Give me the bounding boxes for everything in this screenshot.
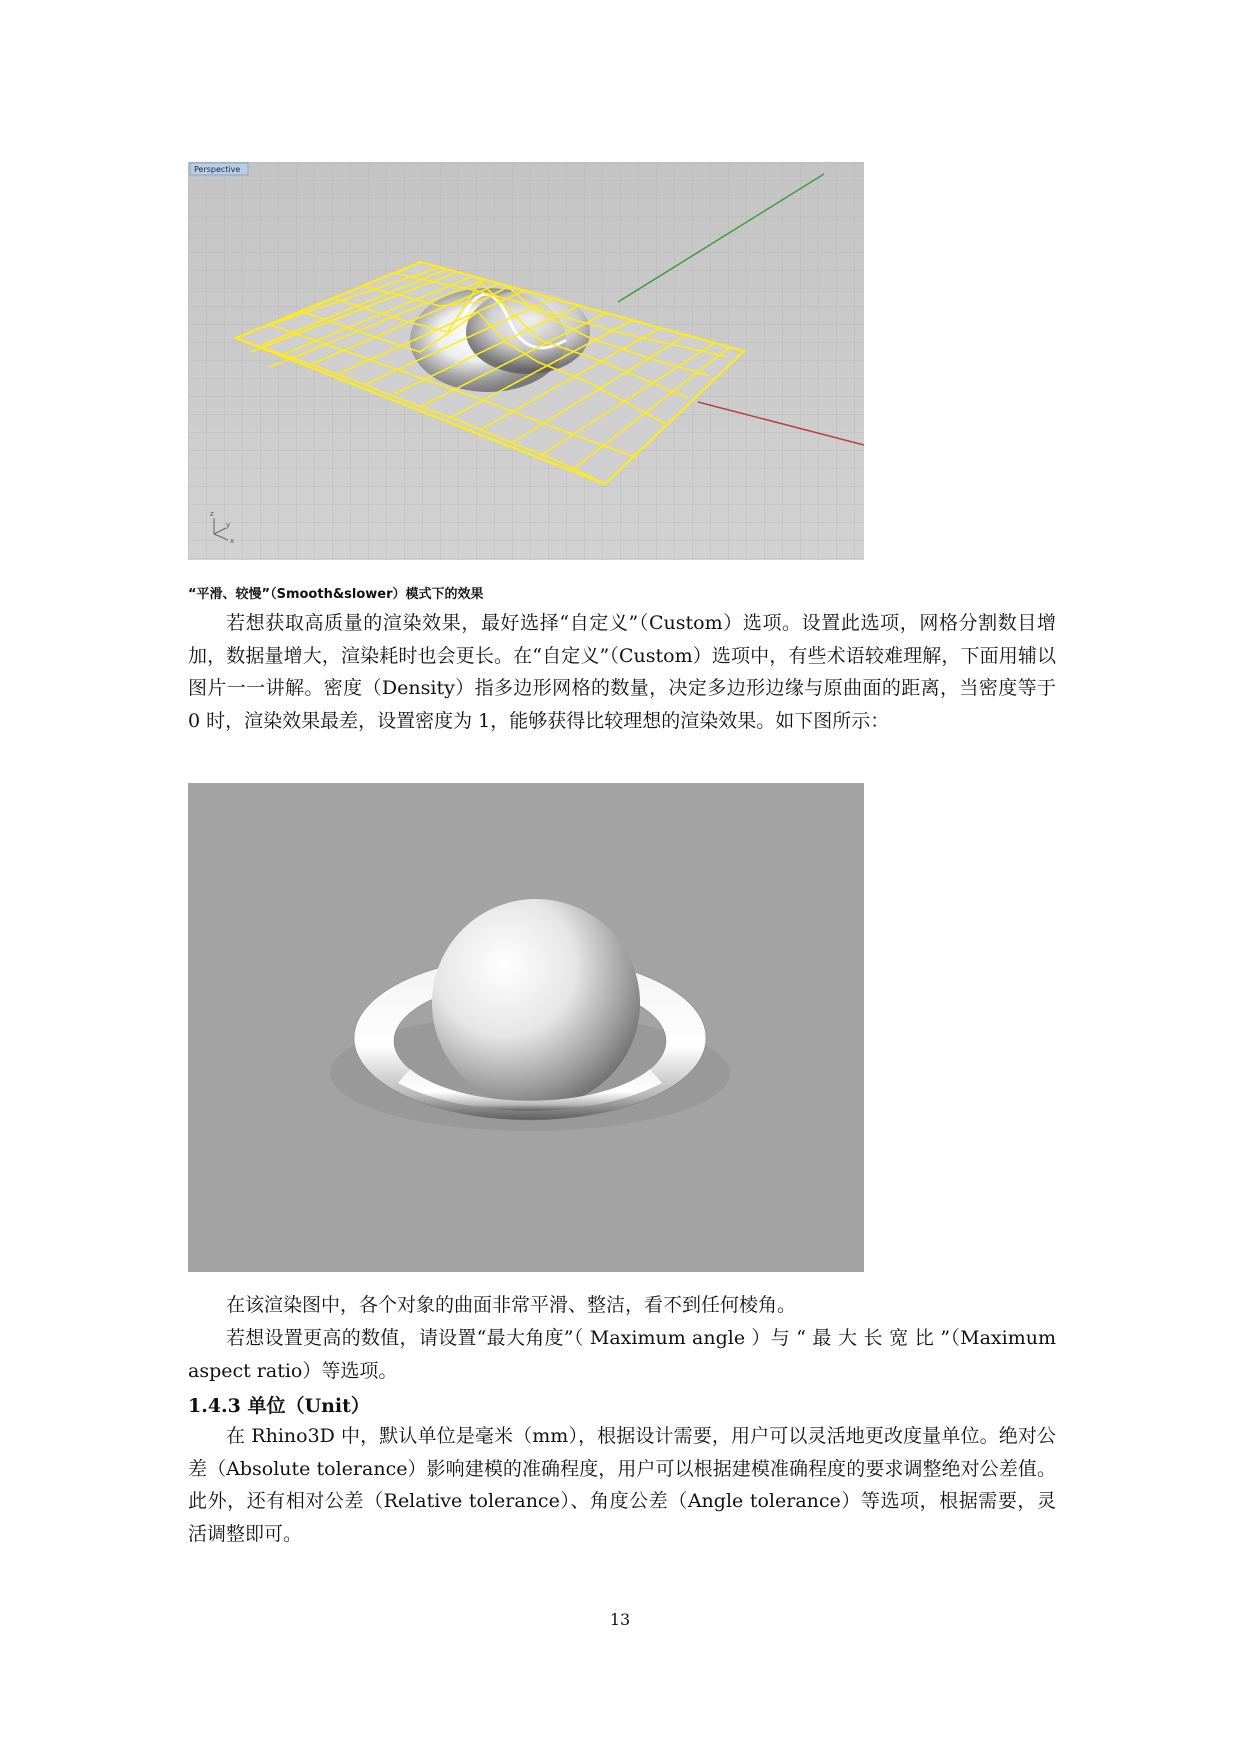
figure1-caption: “平滑、较慢”（Smooth&slower）模式下的效果 bbox=[188, 587, 484, 602]
axis-label-x: x bbox=[230, 537, 235, 545]
paragraph-units: 在 Rhino3D 中，默认单位是毫米（mm），根据设计需要，用户可以灵活地更改度量单位。绝对公差（Absolute tolerance）影响建模的准确程度，用户可以根据建模准确程度的要求调整绝对公差值。此外，还有相对公差（Relative tolerance）、角度公差（Angle tolerance）等选项，根据需要，灵活调整即可。 bbox=[188, 1425, 1056, 1545]
paragraph-render-result: 在该渲染图中，各个对象的曲面非常平滑、整洁，看不到任何棱角。 bbox=[226, 1294, 797, 1316]
perspective-viewport-figure bbox=[188, 162, 864, 560]
perspective-viewport-image bbox=[188, 162, 864, 560]
axis-label-z: z bbox=[210, 510, 214, 518]
page-number: 13 bbox=[609, 1610, 631, 1629]
paragraph-max-angle: 若想设置更高的数值，请设置“最大角度”（ Maximum angle ）与 “ 最 大 长 宽 比 ”（Maximum aspect ratio）等选项。 bbox=[188, 1327, 1056, 1382]
sphere-torus-render-image bbox=[188, 783, 864, 1272]
axis-label-y: y bbox=[226, 521, 231, 529]
section-heading-unit: 1.4.3 单位（Unit） bbox=[188, 1395, 370, 1417]
viewport-label: Perspective bbox=[194, 165, 241, 174]
render-figure bbox=[188, 783, 864, 1272]
paragraph-custom-options: 若想获取高质量的渲染效果，最好选择“自定义”（Custom）选项。设置此选项，网格分割数目增加，数据量增大，渲染耗时也会更长。在“自定义”（Custom）选项中，有些术语较难理解，下面用辅以图片一一讲解。密度（Density）指多边形网格的数量，决定多边形边缘与原曲面的距离，当密度等于 0 时，渲染效果最差，设置密度为 1，能够获得比较理想的渲染效果。如下图所示： bbox=[188, 612, 1056, 732]
